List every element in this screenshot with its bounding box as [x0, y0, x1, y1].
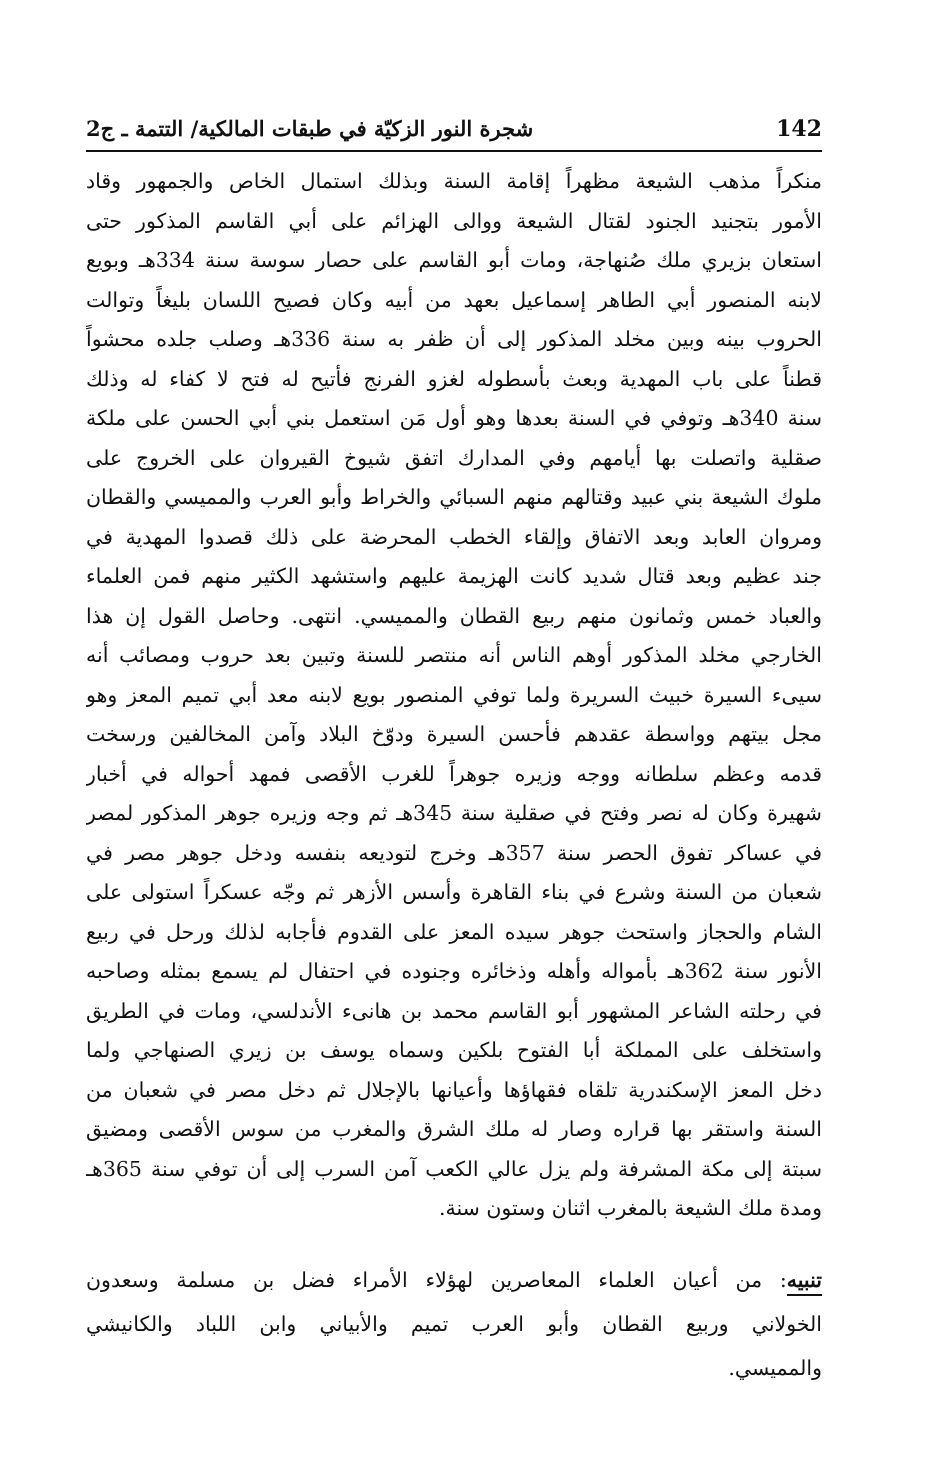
note-line	[86, 1258, 822, 1302]
text-line: سيىء السيرة خبيث السريرة ولما توفي المنصور بويع لابنه معد أبي تميم المعز وهو	[86, 682, 822, 707]
text-line: سبتة إلى مكة المشرفة ولم يزل عالي الكعب آمن السرب إلى أن توفي سنة 365هـ	[86, 1156, 822, 1181]
text-line: الأمور بتجنيد الجنود لقتال الشيعة ووالى الهزائم على أبي القاسم المذكور حتى	[86, 208, 822, 233]
note-text: : من أعيان العلماء المعاصرين لهؤلاء الأمراء فضل بن مسلمة وسعدون	[86, 1268, 787, 1292]
text-line: شهيرة وكان له نصر وفتح في صقلية سنة 345هـ ثم وجه وزيره جوهر المذكور لمصر	[86, 801, 822, 825]
text-line: والعباد خمس وثمانون منهم ربيع القطان والمميسي. انتهى. وحاصل القول إن هذا	[86, 603, 822, 628]
text-line: الخارجي مخلد المذكور أوهم الناس أنه منتصر للسنة وتبين بعد حروب ومصائب أنه	[86, 643, 822, 667]
page-number: 142	[776, 116, 822, 142]
note-label: تنبيه	[787, 1268, 822, 1296]
text-line: جند عظيم وبعد قتال شديد كانت الهزيمة عليهم واستشهد الكثير منهم فمن العلماء	[86, 564, 822, 588]
text-line: في رحلته الشاعر المشهور أبو القاسم محمد بن هانىء الأندلسي، ومات في الطريق	[86, 998, 822, 1023]
text-line: ومروان العابد وبعد الاتفاق وإلقاء الخطب المحرضة على ذلك قصدوا المهدية في	[86, 524, 822, 549]
text-line: في عساكر تفوق الحصر سنة 357هـ وخرج لتوديعه بنفسه ودخل جوهر مصر في	[86, 840, 822, 865]
note-line: الخولاني وربيع القطان وأبو العرب تميم والأبياني وابن اللباد والكانيشي	[86, 1312, 822, 1336]
text-line-last: ومدة ملك الشيعة بالمغرب اثنان وستون سنة.	[438, 1196, 822, 1220]
header-rule	[86, 150, 822, 152]
note-paragraph	[86, 1258, 822, 1390]
text-line: دخل المعز الإسكندرية تلقاه فقهاؤها وأعيانها بالإجلال ثم دخل مصر في شعبان من	[86, 1077, 822, 1102]
text-line: قدمه وعظم سلطانه ووجه وزيره جوهراً للغرب الأقصى فمهد أحواله في أخبار	[86, 761, 822, 786]
text-line: ملوك الشيعة بني عبيد وقتالهم منهم السبائي والخراط وأبو العرب والمميسي والقطان	[86, 485, 822, 509]
text-line: استعان بزيري ملك صُنهاجة، ومات أبو القاسم على حصار سوسة سنة 334هـ وبويع	[86, 248, 822, 272]
note-line-last: والمميسي.	[728, 1356, 822, 1380]
text-line: قطناً على باب المهدية وبعث بأسطوله لغزو الفرنج فأتيح له فتح لا كفاء له وذلك	[86, 366, 822, 391]
text-line: سنة 340هـ وتوفي في السنة بعدها وهو أول مَن استعمل بني أبي الحسن على ملكة	[86, 406, 822, 430]
text-line: الأنور سنة 362هـ بأمواله وأهله وذخائره وجنوده في احتفال لم يسمع بمثله وصاحبه	[86, 959, 822, 983]
text-line: السنة واستقر بها قراره وصار له ملك الشرق والمغرب من سوس الأقصى ومضيق	[86, 1117, 822, 1141]
text-line: مجل بيتهم وواسطة عقدهم فأحسن السيرة ودوّخ البلاد وآمن المخالفين ورسخت	[86, 722, 822, 746]
text-line: شعبان من السنة وشرع في بناء القاهرة وأسس الأزهر ثم وجّه عسكراً استولى على	[86, 880, 822, 904]
text-line: لابنه المنصور أبي الطاهر إسماعيل بعهد من أبيه وكان فصيح اللسان بليغاً وتوالت	[86, 287, 822, 312]
page-header	[86, 112, 822, 152]
main-text	[86, 162, 822, 1229]
text-line: صقلية واتصلت بها أيامهم وفي المدارك اتفق شيوخ القيروان على الخروج على	[86, 445, 822, 470]
text-line: منكراً مذهب الشيعة مظهراً إقامة السنة وبذلك استمال الخاص والجمهور وقاد	[86, 169, 822, 193]
running-title: شجرة النور الزكيّة في طبقات المالكية/ التتمة ـ ج2	[86, 116, 534, 141]
text-line: الشام والحجاز واستحث جوهر سيده المعز على القدوم فأجابه لذلك ورحل في ربيع	[86, 919, 822, 944]
text-line: واستخلف على المملكة أبا الفتوح بلكين وسماه يوسف بن زيري الصنهاجي ولما	[86, 1038, 822, 1062]
text-line: الحروب بينه وبين مخلد المذكور إلى أن ظفر به سنة 336هـ وصلب جلده محشواً	[86, 327, 822, 351]
